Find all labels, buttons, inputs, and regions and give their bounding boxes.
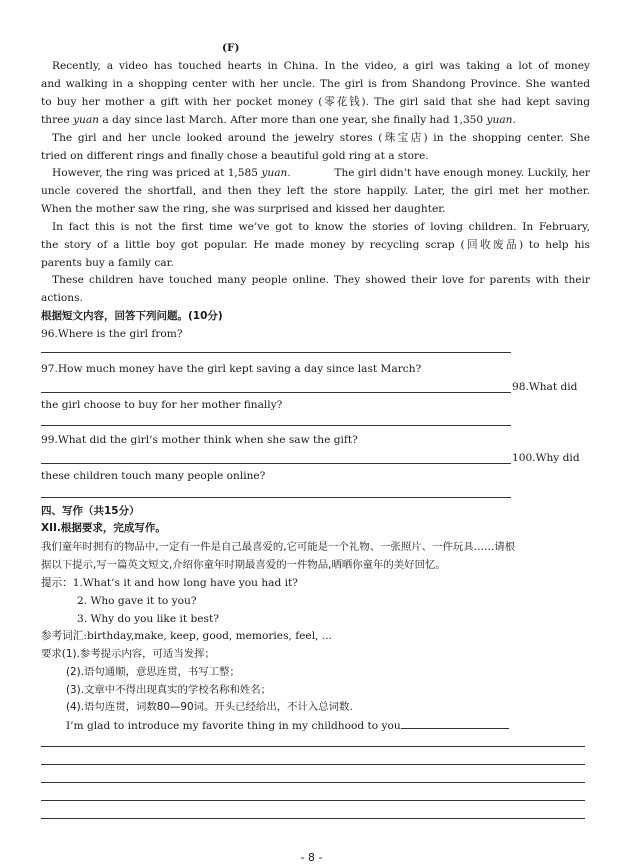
answer-line-96[interactable] <box>41 352 511 353</box>
hint-line-1 <box>41 576 298 590</box>
p2-line-1: The girl and her uncle looked around the jewelry stores (珠宝店) in the shopping center. She <box>52 132 590 144</box>
question-96: 96.Where is the girl from? <box>41 328 183 340</box>
p3-yuan: yuan. <box>261 167 291 179</box>
opening-blank[interactable] <box>401 718 509 729</box>
question-99: 99.What did the girl’s mother think when she saw the gift? <box>41 434 358 446</box>
answer-line-98[interactable] <box>41 425 511 426</box>
writing-line-1[interactable] <box>41 746 585 747</box>
passage-label: (F) <box>222 42 240 54</box>
question-97: 97.How much money have the girl kept saving a day since last March? <box>41 363 422 375</box>
p1-line-3: to buy her mother a gift with her pocket money (零花钱). The girl said that she had kept saving <box>41 96 590 108</box>
writing-opening-text: I’m glad to introduce my favorite thing in my childhood to you <box>66 720 401 732</box>
hint-1: 1.What’s it and how long have you had it? <box>72 577 298 589</box>
question-100-part-1: 100.Why did <box>512 452 580 464</box>
vocab-line: 参考词汇:birthday,make, keep, good, memories, feel, ... <box>41 630 332 642</box>
p1-line-4 <box>41 113 516 127</box>
question-100-part-2: these children touch many people online? <box>41 470 266 482</box>
answer-line-100[interactable] <box>41 497 511 498</box>
p3-line-1 <box>52 166 590 180</box>
writing-line-4[interactable] <box>41 800 585 801</box>
writing-line-3[interactable] <box>41 782 585 783</box>
p1-yuan-1: yuan <box>73 114 100 126</box>
p1-three: three <box>41 114 70 126</box>
p5-line-1: These children have touched many people online. They showed their love for parents with their <box>52 274 590 286</box>
writing-line-5[interactable] <box>41 818 585 819</box>
question-98-part-2: the girl choose to buy for her mother finally? <box>41 399 283 411</box>
page-number: - 8 - <box>300 851 323 864</box>
answer-line-97[interactable] <box>41 392 511 393</box>
writing-task-title: XII.根据要求，完成写作。 <box>41 522 166 534</box>
p3-priced: However, the ring was priced at 1,585 <box>52 167 259 179</box>
p1-rest: a day since last March. After more than one year, she finally had 1,350 <box>102 114 484 126</box>
p1-line-2: and walking in a shopping center with her uncle. The girl is from Shandong Province. She wanted <box>41 78 590 90</box>
p1-line-1: Recently, a video has touched hearts in China. In the video, a girl was taking a lot of money <box>52 60 590 72</box>
p4-line-2: the story of a little boy got popular. He made money by recycling scrap (回收废品) to help his <box>41 239 590 251</box>
writing-opening <box>66 718 509 733</box>
hint-3: 3. Why do you like it best? <box>77 613 219 625</box>
questions-heading: 根据短文内容，回答下列问题。(10分) <box>41 310 223 322</box>
requirement-3: (3).文章中不得出现真实的学校名称和姓名； <box>66 684 272 696</box>
requirement-4: (4).语句连贯，词数80—90词。开头已经给出，不计入总词数. <box>66 701 353 713</box>
requirement-1: 要求(1).参考提示内容，可适当发挥； <box>41 648 215 660</box>
p1-yuan-2: yuan. <box>486 114 516 126</box>
p3-rest: The girl didn’t have enough money. Luckily, her <box>334 167 590 179</box>
requirement-2: (2).语句通顺，意思连贯，书写工整； <box>66 666 240 678</box>
p5-line-2: actions. <box>41 292 83 304</box>
question-98-part-1: 98.What did <box>512 381 578 393</box>
writing-intro-line-1: 我们童年时拥有的物品中,一定有一件是自己最喜爱的,它可能是一个礼物、一张照片、一件玩具……请根 <box>41 541 516 553</box>
hint-2: 2. Who gave it to you? <box>77 595 197 607</box>
p3-line-3: When the mother saw the ring, she was surprised and kissed her daughter. <box>41 203 446 215</box>
writing-section-title: 四、写作（共15分） <box>41 505 140 517</box>
writing-intro-line-2: 据以下提示,写一篇英文短文,介绍你童年时期最喜爱的一件物品,晒晒你童年的美好回忆。 <box>41 559 446 571</box>
p4-line-3: parents buy a family car. <box>41 257 174 269</box>
writing-line-2[interactable] <box>41 764 585 765</box>
p4-line-1: In fact this is not the first time we’ve got to know the stories of loving children. In February, <box>52 221 590 233</box>
p2-line-2: tried on different rings and finally chose a beautiful gold ring at a store. <box>41 150 429 162</box>
p3-line-2: uncle covered the shortfall, and then they left the store happily. Later, the girl met her mother. <box>41 185 590 197</box>
answer-line-99[interactable] <box>41 463 511 464</box>
hint-label: 提示： <box>41 577 73 589</box>
